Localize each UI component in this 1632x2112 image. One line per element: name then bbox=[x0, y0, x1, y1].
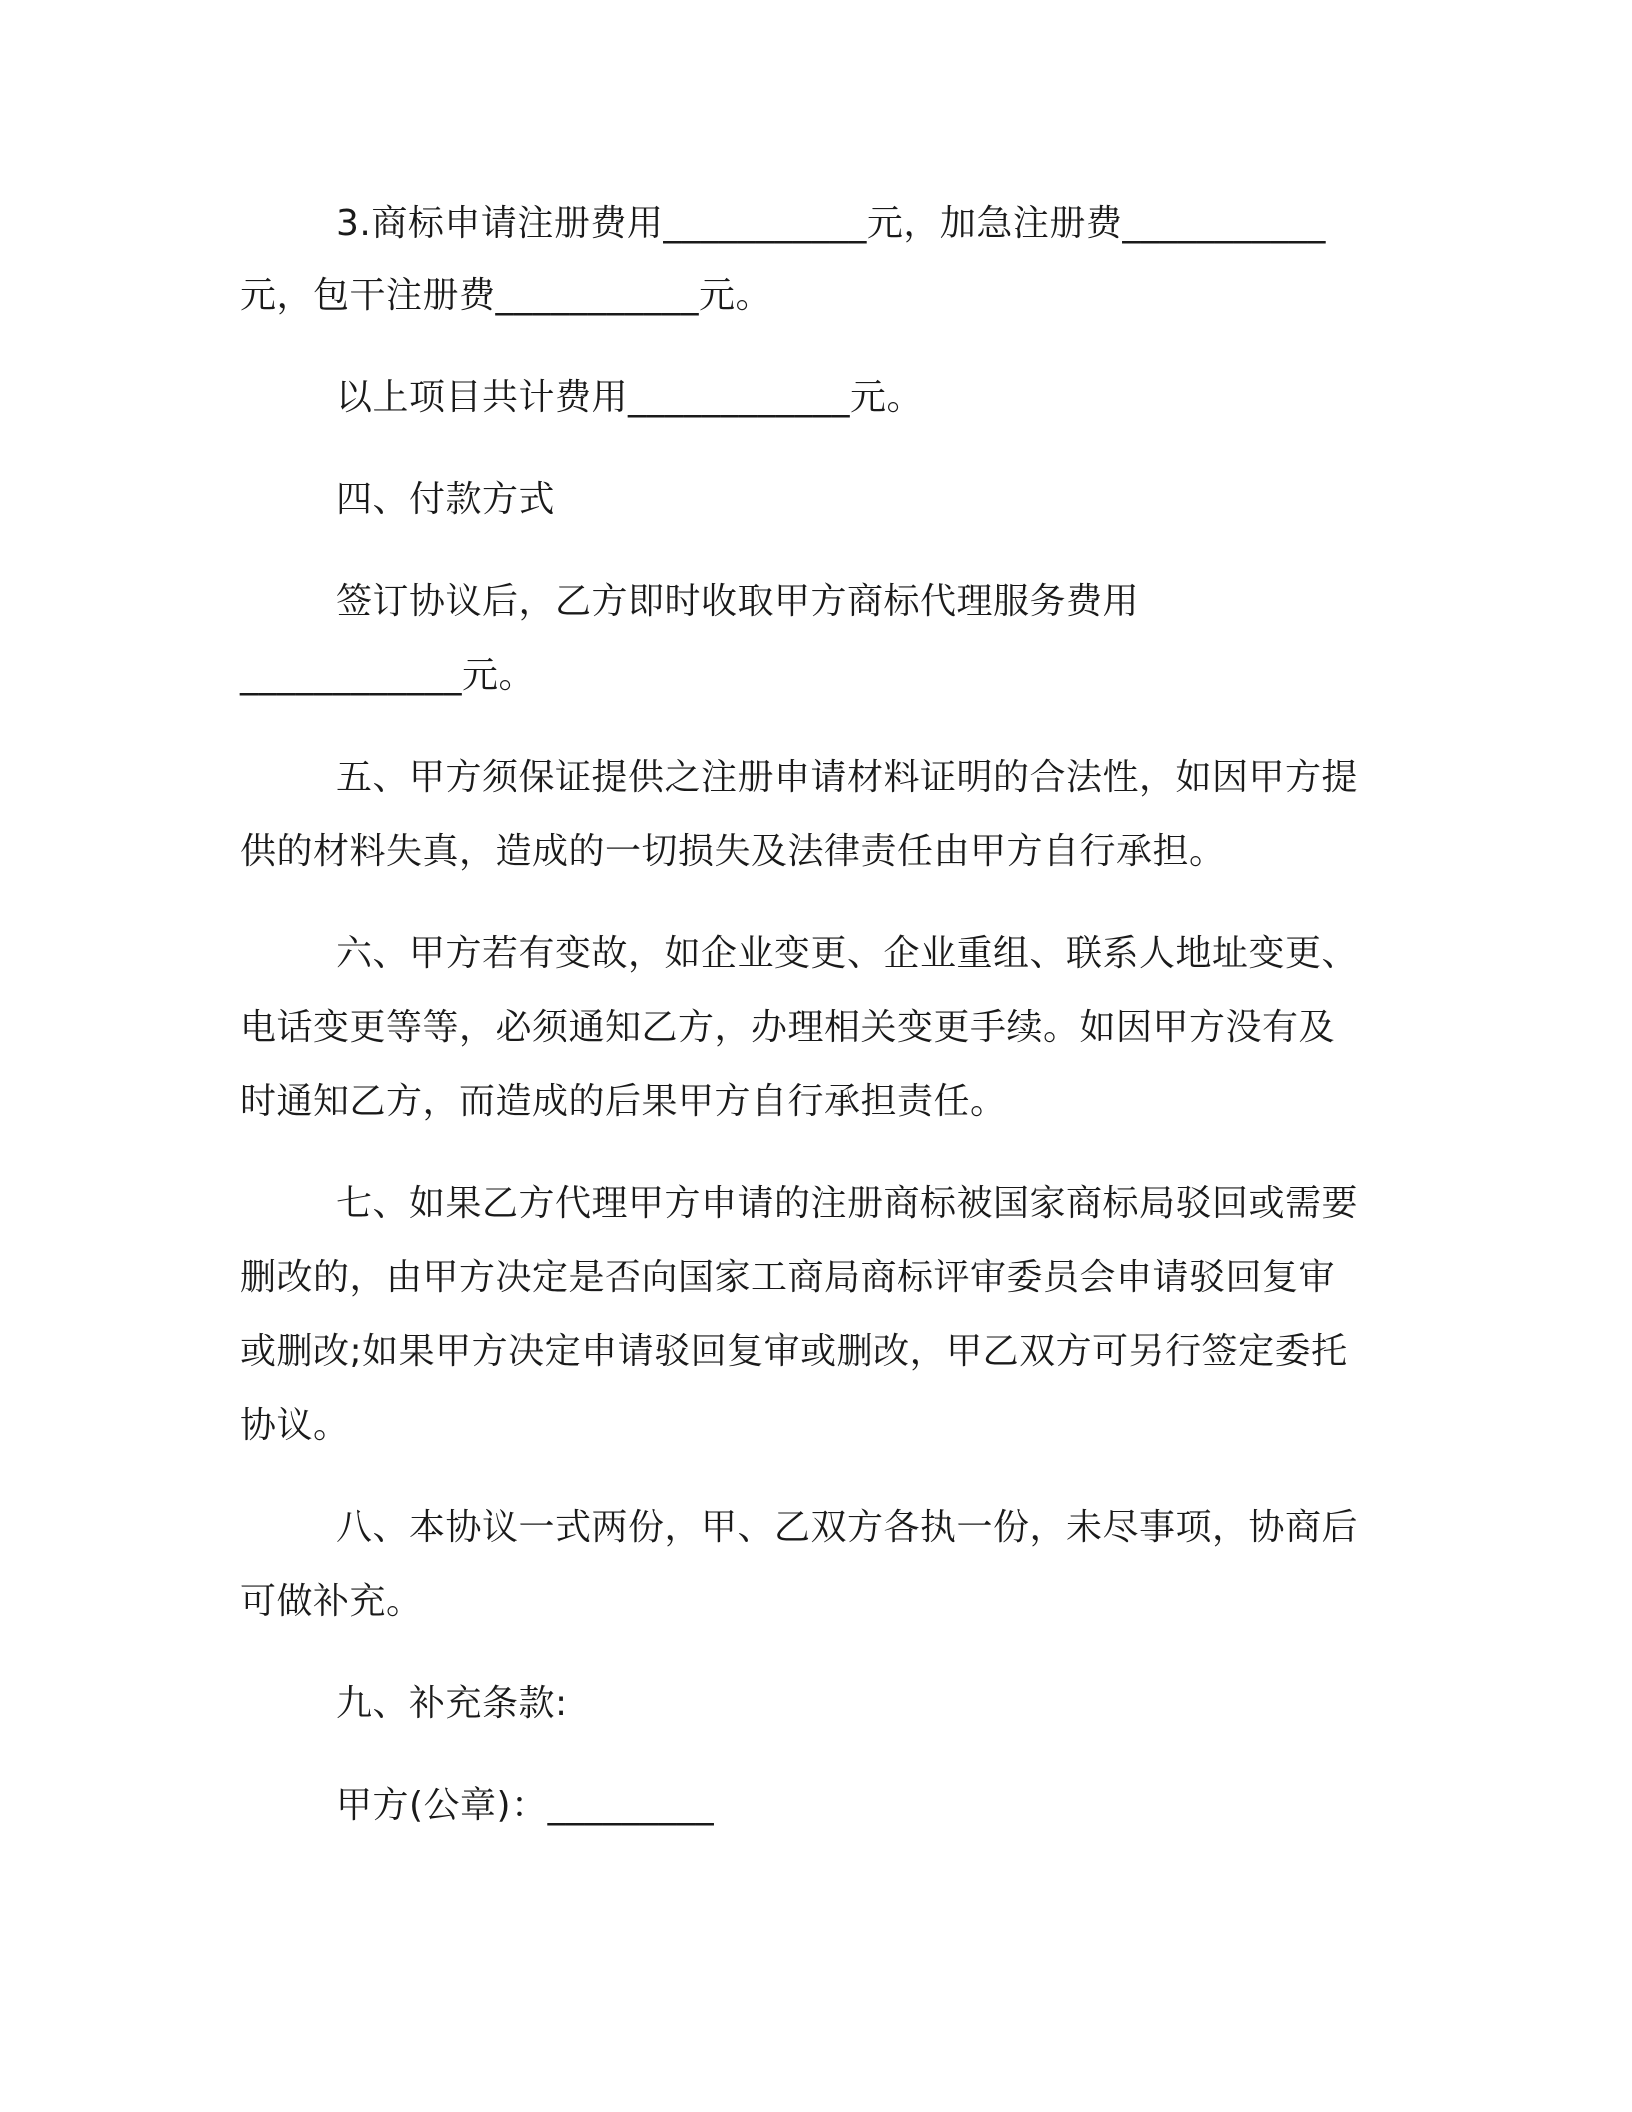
clause-7-line-1: 七、如果乙方代理甲方申请的注册商标被国家商标局驳回或需要 bbox=[336, 1183, 1359, 1224]
clause-8-line-1: 八、本协议一式两份，甲、乙双方各执一份，未尽事项，协商后 bbox=[336, 1507, 1359, 1548]
clause-9-heading: 九、补充条款: bbox=[336, 1683, 568, 1724]
party-a-seal-line: 甲方(公章)：_________ bbox=[336, 1785, 715, 1826]
payment-line-2: ____________元。 bbox=[240, 655, 536, 696]
clause-6-line-2: 电话变更等等，必须通知乙方，办理相关变更手续。如因甲方没有及 bbox=[240, 1007, 1336, 1048]
section-heading-payment: 四、付款方式 bbox=[336, 479, 556, 520]
clause-7-line-4: 协议。 bbox=[240, 1405, 350, 1446]
fee-line-1: 3.商标申请注册费用___________元，加急注册费___________ bbox=[336, 203, 1326, 244]
clause-5-line-1: 五、甲方须保证提供之注册申请材料证明的合法性，如因甲方提 bbox=[336, 757, 1359, 798]
clause-8-line-2: 可做补充。 bbox=[240, 1581, 423, 1622]
clause-5-line-2: 供的材料失真，造成的一切损失及法律责任由甲方自行承担。 bbox=[240, 831, 1226, 872]
fee-line-2: 元，包干注册费___________元。 bbox=[240, 275, 773, 316]
clause-6-line-1: 六、甲方若有变故，如企业变更、企业重组、联系人地址变更、 bbox=[336, 933, 1359, 974]
clause-7-line-2: 删改的，由甲方决定是否向国家工商局商标评审委员会申请驳回复审 bbox=[240, 1257, 1336, 1298]
clause-6-line-3: 时通知乙方，而造成的后果甲方自行承担责任。 bbox=[240, 1081, 1007, 1122]
clause-7-line-3: 或删改;如果甲方决定申请驳回复审或删改，甲乙双方可另行签定委托 bbox=[240, 1331, 1348, 1372]
total-fee-line: 以上项目共计费用____________元。 bbox=[336, 377, 924, 418]
payment-line-1: 签订协议后，乙方即时收取甲方商标代理服务费用 bbox=[336, 581, 1140, 622]
